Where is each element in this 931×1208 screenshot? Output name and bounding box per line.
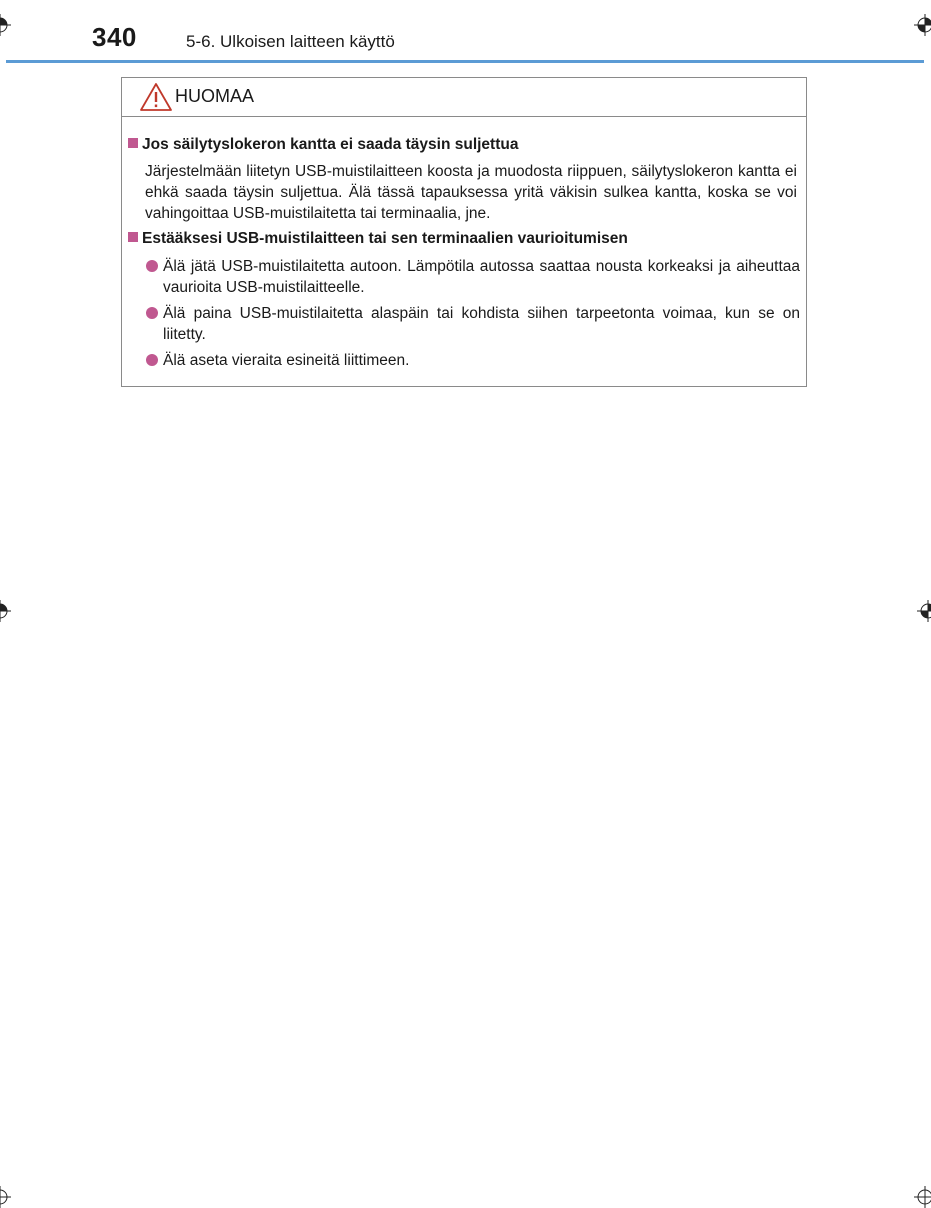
square-marker-icon	[128, 138, 138, 148]
section-heading-text: Jos säilytyslokeron kantta ei saada täysin suljettua	[142, 136, 519, 153]
registration-mark-icon	[0, 1186, 11, 1208]
registration-mark-icon	[0, 14, 11, 36]
section-heading	[128, 136, 518, 154]
warning-triangle-icon	[139, 82, 173, 112]
registration-mark-icon	[914, 1186, 931, 1208]
page-number: 340	[92, 22, 137, 52]
notice-title: HUOMAA	[175, 86, 255, 106]
list-item-text: Älä aseta vieraita esineitä liittimeen.	[163, 352, 410, 369]
registration-mark-icon	[917, 600, 931, 622]
header-rule	[6, 60, 924, 63]
list-item-text: Älä paina USB-muistilaitetta alaspäin tai kohdista siihen tarpeetonta voimaa, kun se on liitetty.	[163, 305, 800, 343]
list-item	[146, 350, 800, 371]
registration-mark-icon	[914, 14, 931, 36]
bullet-dot-icon	[146, 307, 158, 319]
notice-body	[122, 117, 806, 387]
list-item-text: Älä jätä USB-muistilaitetta autoon. Lämpötila autossa saattaa nousta korkeaksi ja aiheuttaa vaurioita USB-muistilaitteelle.	[163, 258, 800, 296]
list-item	[146, 256, 800, 298]
registration-mark-icon	[0, 600, 11, 622]
section-heading	[128, 230, 628, 248]
section-title: 5-6. Ulkoisen laitteen käyttö	[186, 32, 395, 51]
section-heading-text: Estääksesi USB-muistilaitteen tai sen terminaalien vaurioitumisen	[142, 230, 628, 247]
notice-box	[121, 77, 807, 387]
bullet-dot-icon	[146, 354, 158, 366]
bullet-dot-icon	[146, 260, 158, 272]
notice-header	[122, 78, 806, 117]
list-item	[146, 303, 800, 345]
square-marker-icon	[128, 232, 138, 242]
section-paragraph: Järjestelmään liitetyn USB-muistilaitteen koosta ja muodosta riippuen, säilytyslokeron kantta ei ehkä saada täysin suljettua. Älä tässä tapauksessa yritä väkisin sulkea kantta, koska se voi vahingoittaa USB-muistilaitetta tai terminaalia, jne.	[145, 163, 797, 222]
